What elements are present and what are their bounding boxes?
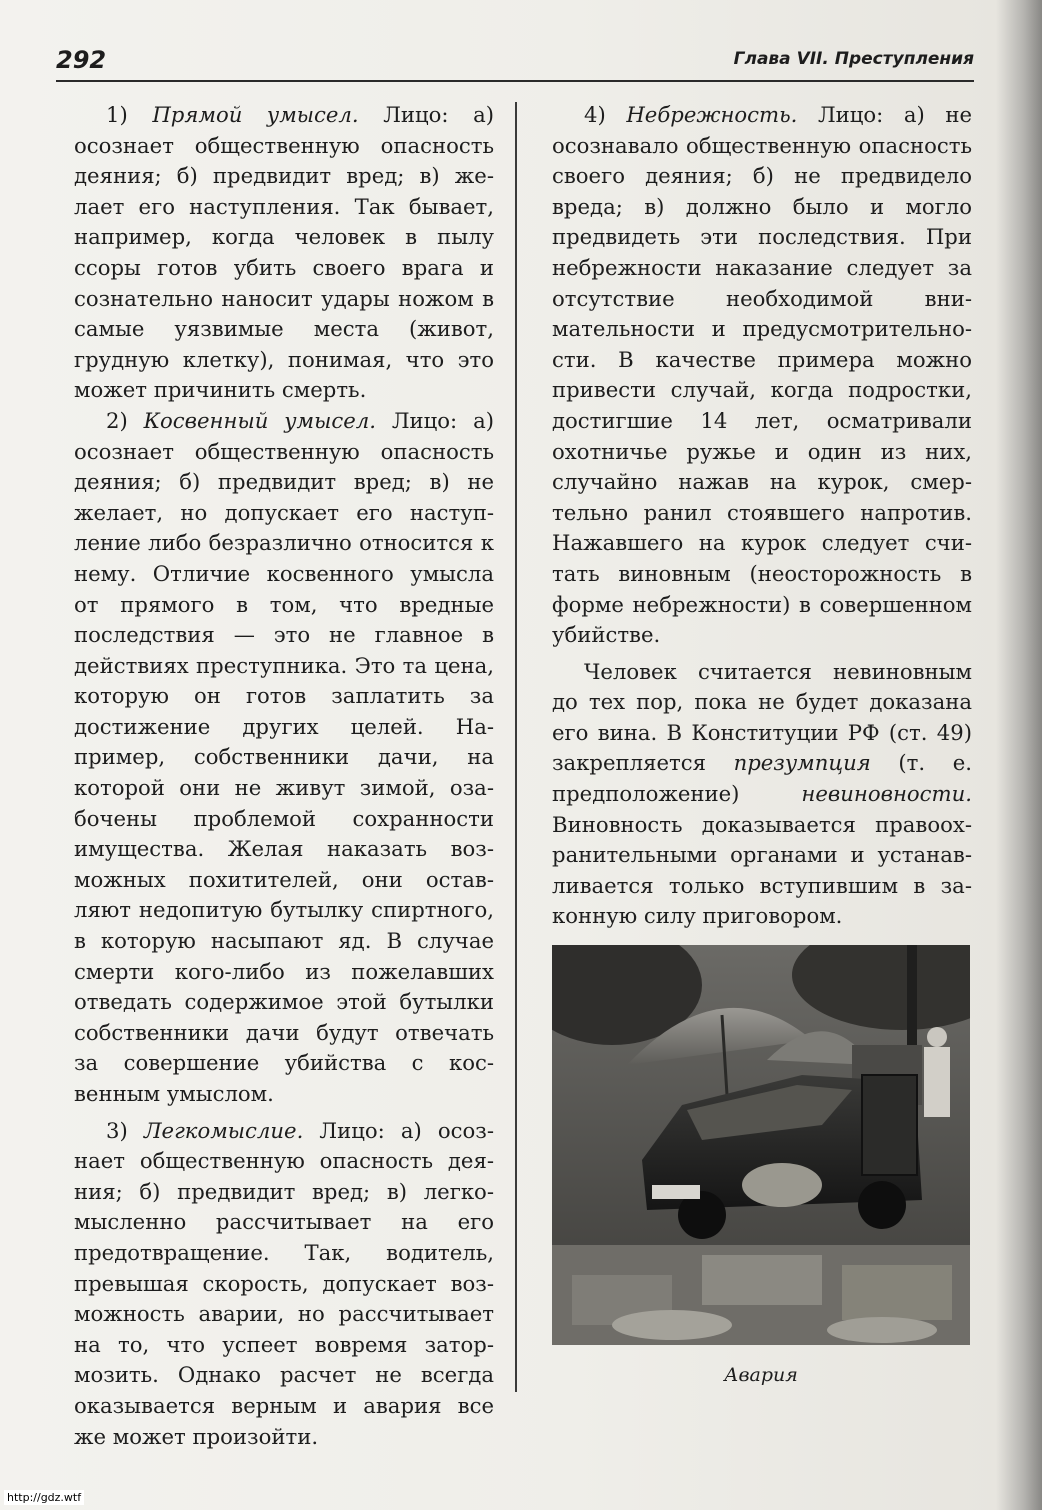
term-indirect-intent: Косвенный умысел. [143,407,376,433]
paragraph-text: Виновность доказывается правоохранительными органами и устанавливается только вступившим в законную силу приговором. [552,811,972,929]
paragraph-text: (т. е. предположение) [552,750,972,807]
item-number: 3) [106,1117,144,1143]
right-column [552,100,972,932]
paragraph-text: Лицо: а) не осознавало общественную опасность своего деяния; б) не предвидело вреда; в) должно было и могло предвидеть эти последствия. При небрежности наказание следует за отсутствие необходимой внимательности и предусмотрительности. В качестве примера можно привести случай, когда подростки, достигшие 14 лет, осматривали охотничье ружье и один из них, случайно нажав на курок, смертельно ранил стоявшего напротив. Нажавшего на курок следует считать виновным (неосторожность в форме небрежности) в совершенном убийстве. [552,102,972,648]
paragraph-indirect-intent [74,406,494,1110]
term-innocence: невиновности. [801,781,972,807]
accident-photo [552,945,970,1345]
paragraph-presumption [552,657,972,932]
paragraph-text: Лицо: а) осознает общественную опасность деяния; б) предвидит вред; в) желает его наступления. Так бывает, например, когда человек в пылу ссоры готов убить своего врага и сознательно наносит удары ножом в самые уязвимые места (живот, грудную клетку), понимая, что это может причинить смерть. [74,102,494,403]
term-presumption: презумпция [733,750,871,776]
paragraph-recklessness [74,1116,494,1453]
item-number: 4) [584,102,627,127]
left-column [74,100,494,1452]
term-direct-intent: Прямой умысел. [152,102,359,127]
header-rule [56,80,974,82]
paragraph-text: Лицо: а) осознает общественную опасность деяния; б) предвидит вред; в) легкомысленно рассчитывает на его предотвращение. Так, водитель, превышая скорость, допускает возможность аварии, но рассчитывает на то, что успеет вовремя затормозить. Однако расчет не всегда оказывается верным и авария все же может произойти. [74,1117,495,1449]
page-edge-shadow [996,0,1042,1510]
term-negligence: Небрежность. [626,102,798,127]
term-recklessness: Легкомыслие. [143,1117,304,1143]
photo-caption: Авария [724,1364,798,1386]
item-number: 1) [106,102,153,127]
accident-photo-image [552,945,970,1345]
paragraph-text: Лицо: а) осознает общественную опасность деяния; б) предвидит вред; в) не желает, но допускает его наступление либо безразлично относится к нему. Отличие косвенного умысла от прямого в том, что вредные последствия — это не главное в действиях преступника. Это та цена, которую он готов заплатить за достижение других целей. Например, собственники дачи, на которой они не живут зимой, озабочены проблемой сохранности имущества. Желая наказать возможных похитителей, они оставляют недопитую бутылку спиртного, в которую насыпают яд. В случае смерти кого-либо из пожелавших отведать содержимое этой бутылки собственники дачи будут отвечать за совершение убийства с косвенным умыслом. [74,407,494,1106]
column-divider [515,102,517,1392]
item-number: 2) [106,407,144,433]
chapter-title: Глава VII. Преступления [733,49,974,69]
page-number: 292 [56,46,107,74]
source-link[interactable]: http://gdz.wtf [4,1490,84,1505]
paragraph-text: Человек считается невиновным до тех пор, пока не будет доказана его вина. В Конституции РФ (ст. 49) закрепляется [552,658,972,776]
paragraph-direct-intent [74,100,494,406]
paragraph-negligence [552,100,972,651]
